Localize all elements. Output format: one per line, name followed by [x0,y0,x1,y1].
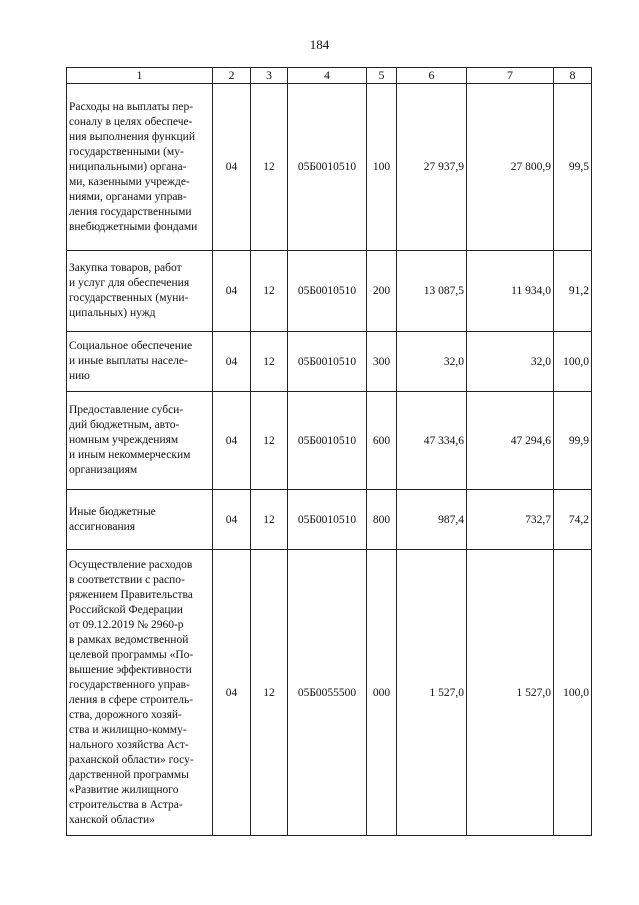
subsection-code-cell: 12 [251,392,288,490]
description-line: ассигнования [69,520,136,533]
planned-amount-cell: 13 087,5 [397,251,467,332]
actual-amount-cell: 27 800,9 [467,84,554,251]
row-description [67,392,213,490]
subsection-code-cell: 12 [251,332,288,392]
description-line: внебюджетными фондами [69,220,198,233]
column-header: 3 [251,68,288,84]
column-header: 2 [213,68,251,84]
description-line: «Развитие жилищного [69,783,179,796]
table-row [67,84,592,251]
target-article-cell: 05Б0010510 [288,332,367,392]
description-line: ния выполнения функций [69,130,195,143]
description-line: Расходы на выплаты пер- [69,100,194,113]
description-line: ханской области» [69,813,155,826]
description-line: нию [69,370,90,382]
actual-amount-cell: 11 934,0 [467,251,554,332]
target-article-cell: 05Б0010510 [288,490,367,550]
description-line: в рамках ведомственной [69,633,189,646]
expense-type-cell: 200 [367,251,397,332]
header-row [67,68,592,84]
column-header: 1 [67,68,213,84]
description-line: и иным некоммерческим [69,449,191,461]
section-code-cell: 04 [213,332,251,392]
budget-table [66,67,592,836]
description-line: строительства в Астра- [69,798,183,811]
description-line: в соответствии с распо- [69,573,185,586]
column-header: 8 [554,68,592,84]
column-header: 6 [397,68,467,84]
description-line: Российской Федерации [69,603,183,616]
table-row [67,550,592,836]
description-line: ниями, органами управ- [69,190,187,203]
row-description [67,490,213,550]
expense-type-cell: 800 [367,490,397,550]
subsection-code-cell: 12 [251,550,288,836]
row-description [67,84,213,251]
description-line: государственных (муни- [69,292,189,304]
expense-type-cell: 300 [367,332,397,392]
description-line: целевой программы «По- [69,648,194,661]
section-code-cell: 04 [213,251,251,332]
column-header: 5 [367,68,397,84]
planned-amount-cell: 32,0 [397,332,467,392]
section-code-cell: 04 [213,490,251,550]
planned-amount-cell: 1 527,0 [397,550,467,836]
table-row [67,251,592,332]
description-line: дарственной программы [69,768,189,781]
planned-amount-cell: 27 937,9 [397,84,467,251]
execution-percent-cell: 99,9 [554,392,592,490]
column-header: 7 [467,68,554,84]
description-line: от 09.12.2019 № 2960-р [69,618,184,631]
execution-percent-cell: 91,2 [554,251,592,332]
actual-amount-cell: 1 527,0 [467,550,554,836]
description-line: ряжением Правительства [69,588,193,601]
table-body [67,84,592,836]
table-row [67,490,592,550]
column-header: 4 [288,68,367,84]
description-line: Закупка товаров, работ [69,262,182,274]
section-code-cell: 04 [213,84,251,251]
execution-percent-cell: 100,0 [554,550,592,836]
description-line: и услуг для обеспечения [69,277,190,289]
description-line: ления государственными [69,205,192,218]
description-line: дий бюджетным, авто- [69,419,180,431]
row-description [67,550,213,836]
target-article-cell: 05Б0055500 [288,550,367,836]
section-code-cell: 04 [213,550,251,836]
target-article-cell: 05Б0010510 [288,392,367,490]
table-row [67,332,592,392]
actual-amount-cell: 32,0 [467,332,554,392]
subsection-code-cell: 12 [251,84,288,251]
target-article-cell: 05Б0010510 [288,251,367,332]
actual-amount-cell: 47 294,6 [467,392,554,490]
description-line: Осуществление расходов [69,558,193,571]
page-number: 184 [309,37,330,52]
description-line: ми, казенными учрежде- [69,175,190,188]
description-line: Предоставление субси- [69,404,184,416]
planned-amount-cell: 47 334,6 [397,392,467,490]
description-line: ства, дорожного хозяй- [69,708,182,721]
description-line: вышение эффективности [69,663,192,676]
table-row [67,392,592,490]
description-line: ства и жилищно-комму- [69,723,187,736]
description-line: государственного управ- [69,678,190,691]
section-code-cell: 04 [213,392,251,490]
expense-type-cell: 100 [367,84,397,251]
execution-percent-cell: 99,5 [554,84,592,251]
planned-amount-cell: 987,4 [397,490,467,550]
expense-type-cell: 600 [367,392,397,490]
execution-percent-cell: 74,2 [554,490,592,550]
description-line: нального хозяйства Аст- [69,738,189,751]
actual-amount-cell: 732,7 [467,490,554,550]
row-description [67,251,213,332]
execution-percent-cell: 100,0 [554,332,592,392]
expense-type-cell: 000 [367,550,397,836]
subsection-code-cell: 12 [251,490,288,550]
description-line: ципальных) нужд [69,307,156,319]
target-article-cell: 05Б0010510 [288,84,367,251]
description-line: и иные выплаты населе- [69,355,188,367]
description-line: Социальное обеспечение [69,340,193,352]
description-line: ниципальными) органа- [69,160,187,173]
description-line: раханской области» госу- [69,753,194,766]
description-line: государственными (му- [69,145,184,158]
description-line: номным учреждениям [69,434,179,446]
row-description [67,332,213,392]
description-line: ления в сфере строитель- [69,693,194,706]
description-line: Иные бюджетные [69,505,156,518]
description-line: организациям [69,464,138,476]
description-line: соналу в целях обеспече- [69,115,193,128]
subsection-code-cell: 12 [251,251,288,332]
